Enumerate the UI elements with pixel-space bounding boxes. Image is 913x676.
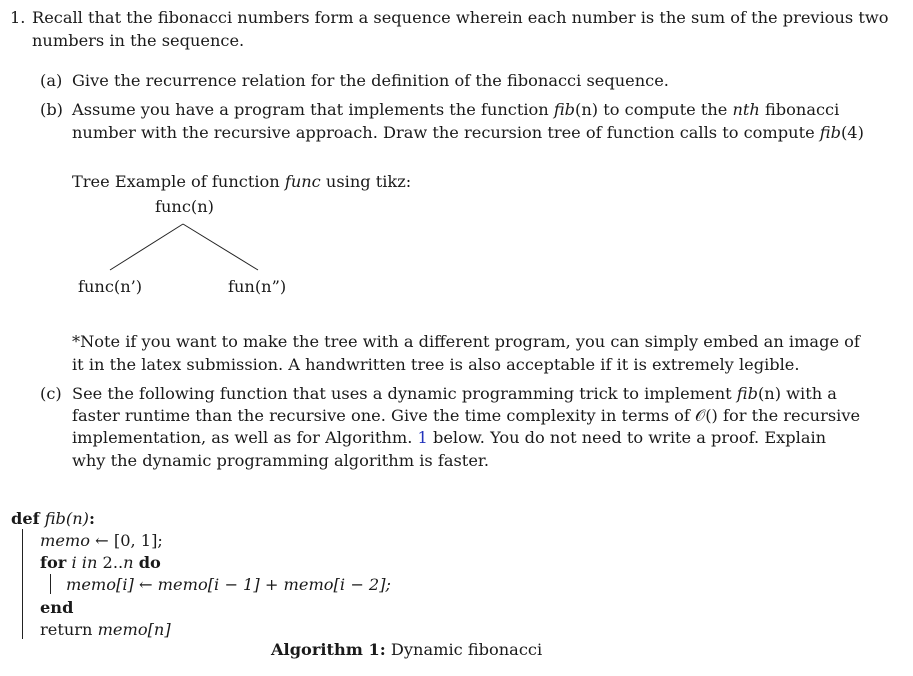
- part-b-line-1-mid: to compute the: [598, 100, 733, 119]
- part-c-line-4: why the dynamic programming algorithm is faster.: [72, 451, 490, 470]
- problem-intro-line-2: numbers in the sequence.: [32, 31, 245, 50]
- part-b-label: (b): [40, 100, 63, 119]
- part-c-line-3-post: below. You do not need to write a proof. Explain: [427, 428, 827, 447]
- def-signature: fib(n): [44, 509, 89, 528]
- part-b-nth: nth: [732, 100, 760, 119]
- return-value: memo[n]: [97, 620, 171, 639]
- part-c-line-1: [72, 384, 837, 403]
- memo-init-var: memo: [40, 531, 91, 550]
- algorithm-scope-bar: [22, 529, 23, 639]
- algorithm-def-line: [11, 509, 95, 528]
- def-keyword: def: [11, 509, 40, 528]
- return-keyword: return: [40, 620, 93, 639]
- for-range: 2..: [97, 553, 124, 572]
- part-c-label: (c): [40, 384, 62, 403]
- algorithm-caption: [271, 640, 542, 659]
- tree-edge-right: [183, 224, 258, 270]
- tree-heading-post: using tikz:: [320, 172, 412, 191]
- note-line-1: *Note if you want to make the tree with a different program, you can simply embed an image of: [72, 332, 860, 351]
- for-line: [40, 553, 161, 572]
- part-c-line-1-post: with a: [781, 384, 837, 403]
- part-c-line-1-pre: See the following function that uses a dynamic programming trick to implement: [72, 384, 737, 403]
- part-b-line-2-arg: (4): [840, 123, 864, 142]
- algorithm-caption-text: Dynamic fibonacci: [385, 640, 543, 659]
- part-c-line-3: [72, 428, 826, 447]
- algorithm-caption-label: Algorithm 1:: [271, 640, 386, 659]
- part-b-line-2-pre: number with the recursive approach. Draw the recursion tree of function calls to compute: [72, 123, 820, 142]
- for-keyword: for: [40, 553, 67, 572]
- part-b-arg: (n): [575, 100, 599, 119]
- end-keyword: end: [40, 598, 74, 617]
- part-b-line-2-fn: fib: [819, 123, 841, 142]
- tree-heading-fn: func: [284, 172, 321, 191]
- loop-scope-bar: [50, 574, 51, 594]
- problem-number: 1.: [10, 8, 26, 27]
- tree-left-node: func(n’): [78, 277, 143, 296]
- part-b-line-1-post: fibonacci: [759, 100, 840, 119]
- do-keyword: do: [138, 553, 161, 572]
- tree-edge-left: [110, 224, 183, 270]
- for-n: n: [123, 553, 134, 572]
- tree-heading-pre: Tree Example of function: [72, 172, 285, 191]
- loop-body-line: memo[i] ← memo[i − 1] + memo[i − 2];: [66, 575, 391, 594]
- return-line: [40, 620, 171, 639]
- algorithm-reference-link[interactable]: 1: [417, 428, 428, 447]
- part-a-label: (a): [40, 71, 63, 90]
- def-colon: :: [88, 509, 95, 528]
- part-b-line-1-pre: Assume you have a program that implements the function: [72, 100, 554, 119]
- problem-intro-line-1: Recall that the fibonacci numbers form a sequence wherein each number is the sum of the previous two: [32, 8, 889, 27]
- memo-init-line: [40, 531, 163, 550]
- part-c-line-3-pre: implementation, as well as for Algorithm.: [72, 428, 418, 447]
- memo-init-rest: ← [0, 1];: [90, 531, 163, 550]
- tree-root-node: func(n): [155, 197, 214, 216]
- part-a-text: Give the recurrence relation for the definition of the fibonacci sequence.: [72, 71, 669, 90]
- tree-right-node: fun(n”): [228, 277, 287, 296]
- for-var: i in: [71, 553, 98, 572]
- part-c-arg: (n): [757, 384, 782, 403]
- part-c-fn: fib: [736, 384, 758, 403]
- part-c-line-2: faster runtime than the recursive one. Give the time complexity in terms of 𝒪() for the recursive: [72, 406, 861, 425]
- note-line-2: it in the latex submission. A handwritten tree is also acceptable if it is extremely legible.: [72, 355, 800, 374]
- part-b-fn: fib: [553, 100, 576, 119]
